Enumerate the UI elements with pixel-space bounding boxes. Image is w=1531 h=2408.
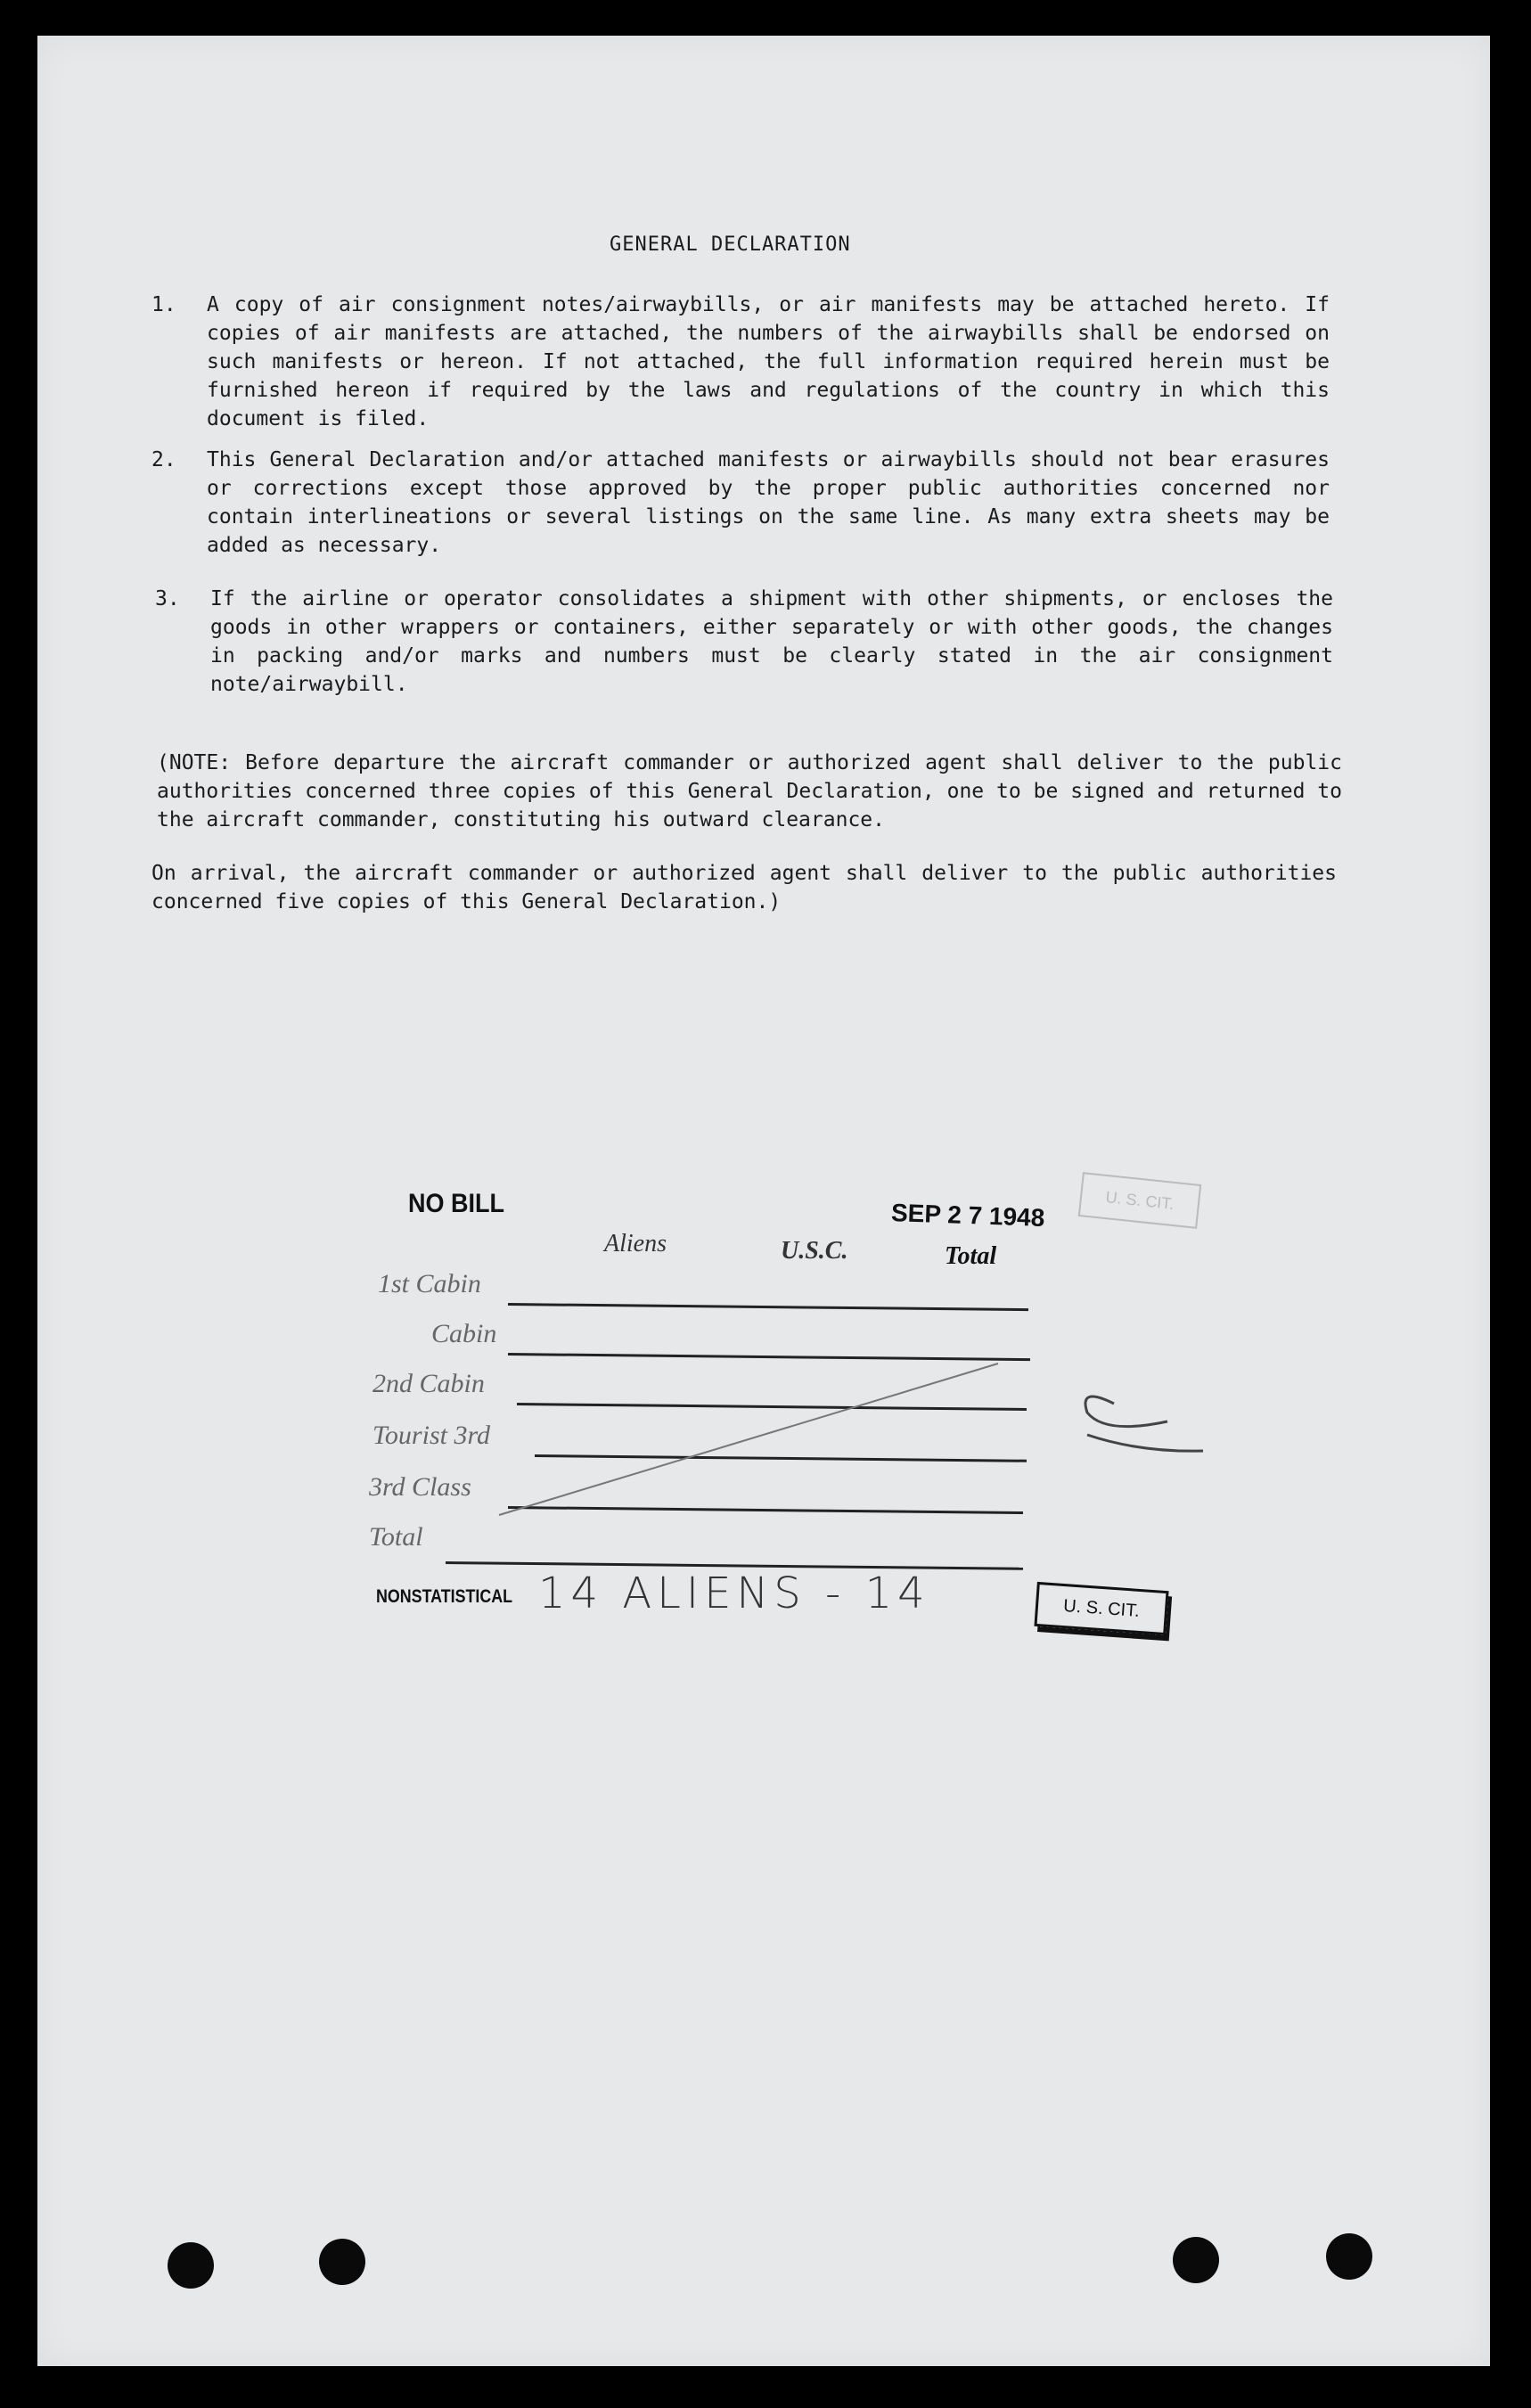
row-label-tourist-3rd: Tourist 3rd [373,1421,491,1450]
row-label-total: Total [369,1522,423,1552]
handwritten-annotation: 14 ALIENS - 14 [538,1568,930,1618]
row-label-3rd-class: 3rd Class [369,1472,471,1502]
row-label-2nd-cabin: 2nd Cabin [373,1369,485,1398]
punch-hole [168,2242,214,2289]
handwritten-check-mark [1085,1396,1203,1451]
faint-us-cit-stamp: U. S. CIT. [1078,1172,1201,1229]
arrival-paragraph: On arrival, the aircraft commander or authorized agent shall deliver to the public authorities concerned five copies of this General Declaration.) [151,862,1337,913]
nonstatistical-stamp: NONSTATISTICAL [376,1586,513,1607]
column-aliens: Aliens [604,1230,667,1257]
column-total: Total [945,1242,997,1270]
punch-hole [1173,2237,1219,2283]
item-text: This General Declaration and/or attached manifests or airwaybills should not bear erasures or corrections except those approved by the proper public authorities concerned nor contain interlineations or several listings on the same line. As many extra sheets may be added as necessary. [207,448,1330,557]
row-label-1st-cabin: 1st Cabin [378,1269,481,1298]
punch-hole [1326,2233,1372,2280]
diagonal-strike [499,1364,998,1515]
item-text: If the airline or operator consolidates a shipment with other shipments, or encloses the goods in other wrappers or containers, either separately or with other goods, the changes in packing and/or marks and numbers must be clearly stated in the air consignment note/airwaybill. [210,587,1333,696]
no-bill-stamp: NO BILL [408,1189,504,1218]
item-number: 2. [151,448,176,471]
row-label-cabin: Cabin [431,1319,497,1348]
item-number: 3. [155,587,180,610]
us-cit-stamp: U. S. CIT. [1034,1582,1168,1635]
date-stamp: SEP 2 7 1948 [890,1199,1045,1232]
note-paragraph: (NOTE: Before departure the aircraft commander or authorized agent shall deliver to the public authorities concerned three copies of this General Declaration, one to be signed and returned to the aircraft commander, constituting his outward clearance. [157,751,1342,831]
document-title: GENERAL DECLARATION [610,233,851,256]
item-number: 1. [151,293,176,316]
item-text: A copy of air consignment notes/airwaybills, or air manifests may be attached hereto. If copies of air manifests are attached, the numbers of the airwaybills shall be endorsed on such manifests or hereon. If not attached, the full information required herein must be furnished hereon if required by the laws and regulations of the country in which this document is filed. [207,293,1330,430]
punch-hole [319,2239,365,2285]
column-usc: U.S.C. [781,1237,848,1265]
